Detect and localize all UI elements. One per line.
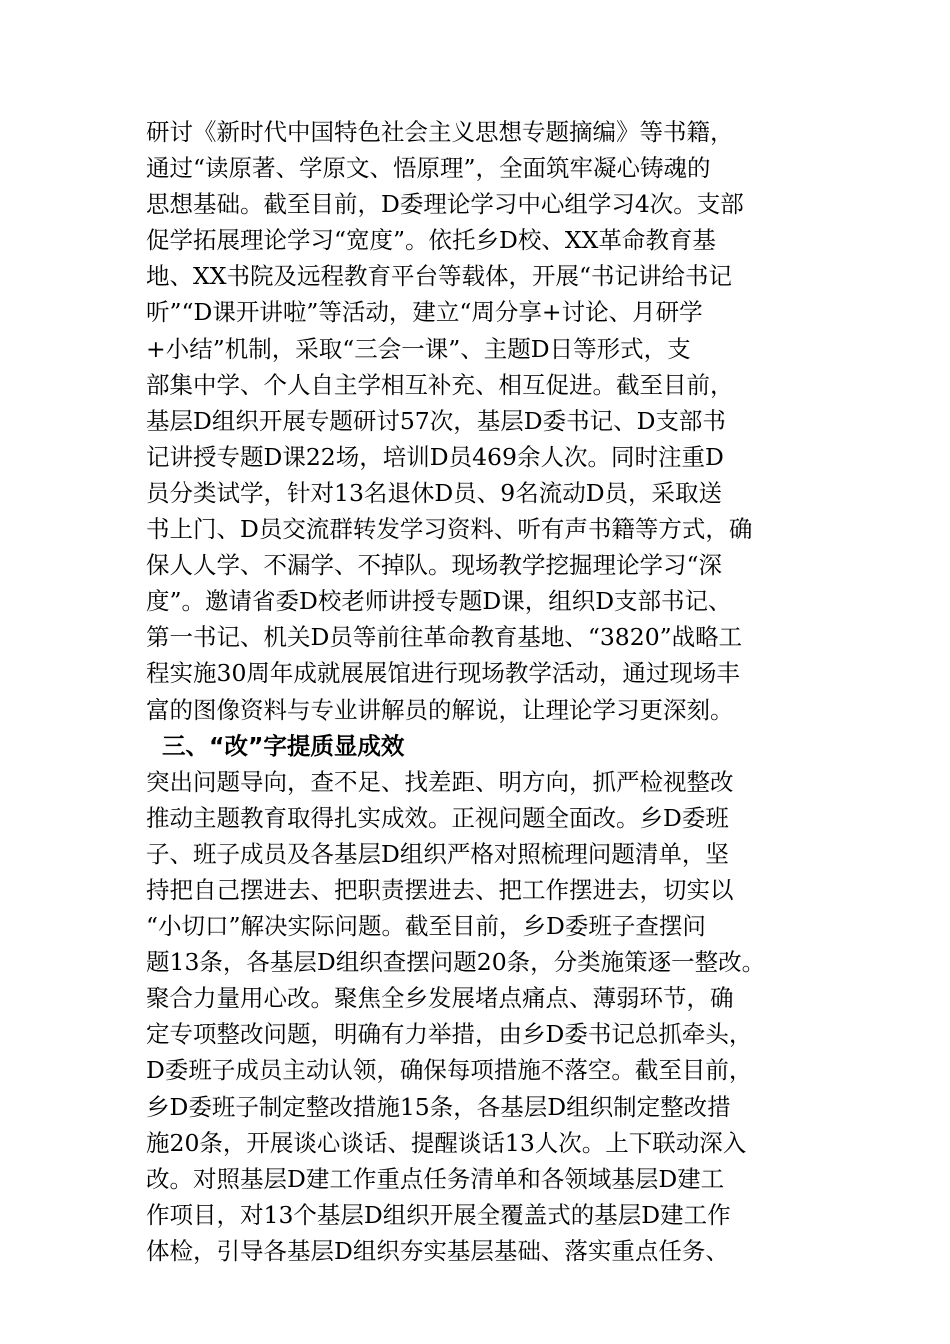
body-line: 地、XX书院及远程教育平台等载体，开展“书记讲给书记 [146,262,732,291]
body-line: D委班子成员主动认领，确保每项措施不落空。截至目前， [146,1056,753,1085]
body-line: 第一书记、机关D员等前往革命教育基地、“3820”战略工 [146,623,743,652]
section-heading: 三、“改”字提质显成效 [162,731,405,760]
body-line: “小切口”解决实际问题。截至目前，乡D委班子查摆问 [146,912,706,941]
body-line: 题13条，各基层D组织查摆问题20条，分类施策逐一整改。 [146,948,766,977]
body-line: 部集中学、个人自主学相互补充、相互促进。截至目前， [146,370,734,399]
body-line: +小结”机制，采取“三会一课”、主题D日等形式，支 [146,334,691,363]
body-line: 聚合力量用心改。聚焦全乡发展堵点痛点、薄弱环节，确 [146,984,734,1013]
body-line: 通过“读原著、学原文、悟原理”，全面筑牢凝心铸魂的 [146,154,711,183]
body-line: 乡D委班子制定整改措施15条，各基层D组织制定整改措 [146,1092,731,1121]
body-line: 促学拓展理论学习“宽度”。依托乡D校、XX革命教育基 [146,226,716,255]
body-line: 持把自己摆进去、把职责摆进去、把工作摆进去，切实以 [146,875,734,904]
body-line: 书上门、D员交流群转发学习资料、听有声书籍等方式，确 [146,515,753,544]
body-line: 定专项整改问题，明确有力举措，由乡D委书记总抓牵头， [146,1020,753,1049]
body-line: 作项目，对13个基层D组织开展全覆盖式的基层D建工作 [146,1200,731,1229]
body-line: 保人人学、不漏学、不掉队。现场教学挖掘理论学习“深 [146,551,723,580]
body-line: 突出问题导向，查不足、找差距、明方向，抓严检视整改 [146,767,734,796]
body-line: 子、班子成员及各基层D组织严格对照梳理问题清单，坚 [146,839,729,868]
body-line: 推动主题教育取得扎实成效。正视问题全面改。乡D委班 [146,803,729,832]
body-line: 听”“D课开讲啦”等活动，建立“周分享+讨论、月研学 [146,298,703,327]
body-line: 度”。邀请省委D校老师讲授专题D课，组织D支部书记、 [146,587,732,616]
document-body [146,114,836,1269]
body-line: 体检，引导各基层D组织夯实基层基础、落实重点任务、 [146,1236,729,1265]
body-line: 施20条，开展谈心谈话、提醒谈话13人次。上下联动深入 [146,1128,747,1157]
body-line: 改。对照基层D建工作重点任务清单和各领域基层D建工 [146,1164,725,1193]
body-line: 思想基础。截至目前，D委理论学习中心组学习4次。支部 [146,190,744,219]
body-line: 记讲授专题D课22场，培训D员469余人次。同时注重D [146,442,724,471]
body-line: 员分类试学，针对13名退休D员、9名流动D员，采取送 [146,478,723,507]
body-line: 程实施30周年成就展展馆进行现场教学活动，通过现场丰 [146,659,740,688]
body-line: 基层D组织开展专题研讨57次，基层D委书记、D支部书 [146,406,726,435]
body-line: 研讨《新时代中国特色社会主义思想专题摘编》等书籍， [146,118,734,146]
body-line: 富的图像资料与专业讲解员的解说，让理论学习更深刻。 [146,695,734,724]
